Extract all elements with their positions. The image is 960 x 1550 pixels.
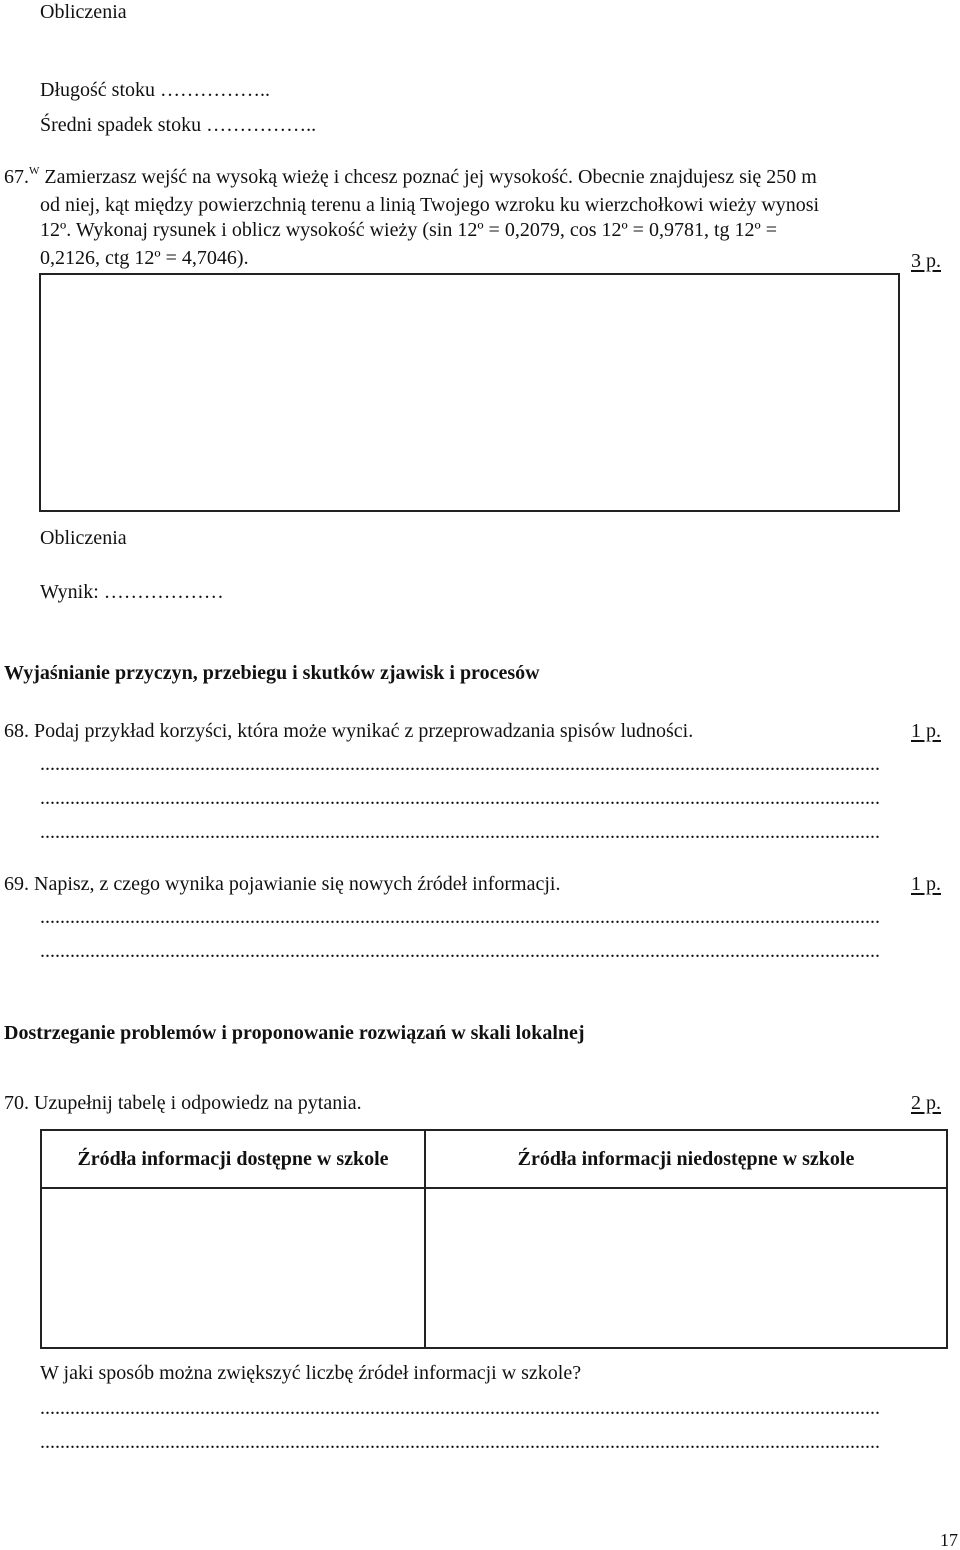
- q67-line-4: 0,2126, ctg 12º = 4,7046).: [40, 247, 249, 269]
- q67-points: 3 p.: [911, 250, 941, 272]
- q69-answer-line-2[interactable]: ........................................................................................................................................................................: [40, 940, 880, 962]
- q67-line-2: od niej, kąt między powierzchnią terenu a linią Twojego wzroku ku wierzchołkowi wieży wynosi: [40, 194, 820, 216]
- header-unavailable-sources: Źródła informacji niedostępne w szkole: [425, 1130, 947, 1188]
- q68-answer-line-3[interactable]: ........................................................................................................................................................................: [40, 821, 880, 843]
- average-slope-line: Średni spadek stoku ……………..: [40, 114, 317, 136]
- q67-result-line: Wynik: ………………: [40, 581, 224, 603]
- q67-line-3: 12º. Wykonaj rysunek i oblicz wysokość wieży (sin 12º = 0,2079, cos 12º = 0,9781, tg 12º =: [40, 219, 777, 241]
- q69-text: 69. Napisz, z czego wynika pojawianie się nowych źródeł informacji.: [4, 873, 561, 895]
- q67-superscript: W: [29, 165, 40, 177]
- q68-points: 1 p.: [911, 720, 941, 742]
- information-sources-table: [40, 1129, 948, 1349]
- q70-text: 70. Uzupełnij tabelę i odpowiedz na pytania.: [4, 1092, 362, 1114]
- available-sources-cell[interactable]: [41, 1188, 425, 1348]
- q67-number: 67.: [4, 166, 29, 188]
- q69-points: 1 p.: [911, 873, 941, 895]
- calculations-label-top: Obliczenia: [40, 1, 127, 23]
- slope-length-line: Długość stoku ……………..: [40, 79, 270, 101]
- q69-answer-line-1[interactable]: ........................................................................................................................................................................: [40, 906, 880, 928]
- q70-answer-line-1[interactable]: ........................................................................................................................................................................: [40, 1397, 880, 1419]
- page-number: 17: [940, 1530, 958, 1550]
- section-heading-problems: Dostrzeganie problemów i proponowanie rozwiązań w skali lokalnej: [4, 1022, 585, 1044]
- q68-answer-line-1[interactable]: ........................................................................................................................................................................: [40, 753, 880, 775]
- q68-answer-line-2[interactable]: ........................................................................................................................................................................: [40, 787, 880, 809]
- header-available-sources: Źródła informacji dostępne w szkole: [41, 1130, 425, 1188]
- table-answer-row: [41, 1188, 947, 1348]
- q70-points: 2 p.: [911, 1092, 941, 1114]
- drawing-box[interactable]: [39, 273, 900, 512]
- table-header-row: [41, 1130, 947, 1188]
- unavailable-sources-cell[interactable]: [425, 1188, 947, 1348]
- q67-text-1: Zamierzasz wejść na wysoką wieżę i chcesz poznać jej wysokość. Obecnie znajdujesz się 250 m: [44, 166, 817, 188]
- q67-line-1: [4, 165, 817, 189]
- q68-text: 68. Podaj przykład korzyści, która może wynikać z przeprowadzania spisów ludności.: [4, 720, 694, 742]
- q70-answer-line-2[interactable]: ........................................................................................................................................................................: [40, 1431, 880, 1453]
- q70-question: W jaki sposób można zwiększyć liczbę źródeł informacji w szkole?: [40, 1362, 582, 1384]
- q67-calculations-label: Obliczenia: [40, 527, 127, 549]
- section-heading-causes: Wyjaśnianie przyczyn, przebiegu i skutków zjawisk i procesów: [4, 662, 540, 684]
